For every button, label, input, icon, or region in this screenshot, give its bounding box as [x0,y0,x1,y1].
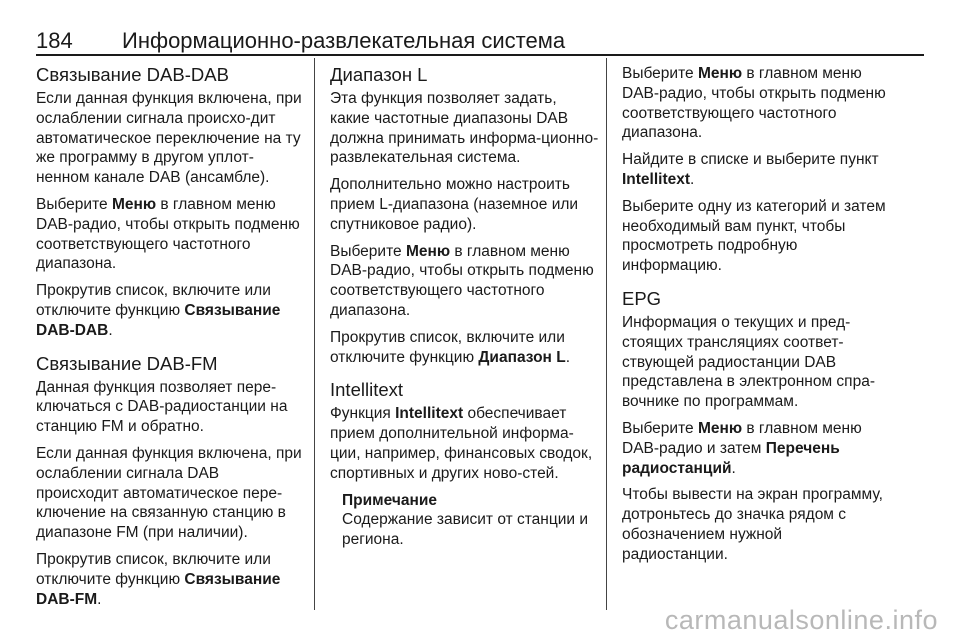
paragraph: Дополнительно можно настроить прием L-диапазона (наземное или спутниковое радио). [330,176,579,233]
menu-term: Меню [405,242,451,260]
function-term: Связывание DAB-DAB [36,301,281,339]
note-title: Примечание [342,491,437,509]
function-term: Intellitext [622,170,691,188]
paragraph: Выберите Меню в главном меню DAB-радио, чтобы открыть подменю соответствующего частотного диапазона. [36,195,300,273]
paragraph: Функция Intellitext обеспечивает прием дополнительной информа-ции, например, финансовых сводок, спортивных и других ново-стей. [330,405,593,482]
paragraph: Информация о текущих и пред-стоящих трансляциях соответ-ствующей радиостанции DAB представлена в электронном спра-вочнике по программам. [622,313,875,411]
paragraph: Если данная функция включена, при ослаблении сигнала DAB происходит автоматическое пере-ключение на связанную станцию в диапазоне FM (при наличии). [36,444,302,542]
page-header [36,28,924,56]
paragraph: Если данная функция включена, при ослаблении сигнала происхо-дит автоматическое переключение на ту же программу в другом уплот-ненном канале DAB (ансамбле). [36,90,302,187]
menu-term: Меню [697,419,743,437]
section-title-dab-dab: Связывание DAB-DAB [36,64,229,85]
note-text: Содержание зависит от станции и региона. [342,511,589,549]
section-title-band-l: Диапазон L [330,64,428,85]
menu-term: Меню [111,195,157,213]
chapter-title: Информационно-развлекательная система [122,28,566,53]
note-box [342,491,600,550]
page-number: 184 [36,28,73,53]
function-term: Связывание DAB-FM [36,570,281,608]
column-2 [330,64,600,550]
section-title-epg: EPG [622,287,662,309]
paragraph: Прокрутив список, включите или отключите функцию Связывание DAB-DAB. [36,282,281,339]
paragraph: Найдите в списке и выберите пункт Intellitext. [622,151,879,188]
section-title-dab-fm: Связывание DAB-FM [36,352,218,374]
column-1 [36,64,306,616]
function-term: Перечень радиостанций [622,439,840,477]
paragraph: Эта функция позволяет задать, какие частотные диапазоны DAB должна принимать информа-ционно-развлекательная система. [330,90,599,167]
section-title-intellitext: Intellitext [330,379,404,401]
paragraph: Чтобы вывести на экран программу, дотроньтесь до значка рядом с обозначением нужной радиостанции. [622,486,883,563]
paragraph: Выберите одну из категорий и затем необходимый вам пункт, чтобы просмотреть подробную информацию. [622,197,886,275]
column-3 [622,64,892,572]
paragraph: Данная функция позволяет пере-ключаться с DAB-радиостанции на станцию FM и обратно. [36,378,288,436]
column-divider [314,58,315,610]
column-divider [606,58,607,610]
paragraph: Выберите Меню в главном меню DAB-радио и затем Перечень радиостанций. [622,419,862,477]
paragraph: Выберите Меню в главном меню DAB-радио, чтобы открыть подменю соответствующего частотного диапазона. [330,242,594,319]
function-term: Intellitext [395,405,464,423]
menu-term: Меню [697,65,743,82]
paragraph: Прокрутив список, включите или отключите функцию Связывание DAB-FM. [36,550,281,608]
paragraph: Выберите Меню в главном меню DAB-радио, чтобы открыть подменю соответствующего частотного диапазона. [622,65,886,142]
watermark: carmanualsonline.info [664,605,938,635]
function-term: Диапазон L [478,348,566,366]
paragraph: Прокрутив список, включите или отключите функцию Диапазон L. [330,328,570,366]
